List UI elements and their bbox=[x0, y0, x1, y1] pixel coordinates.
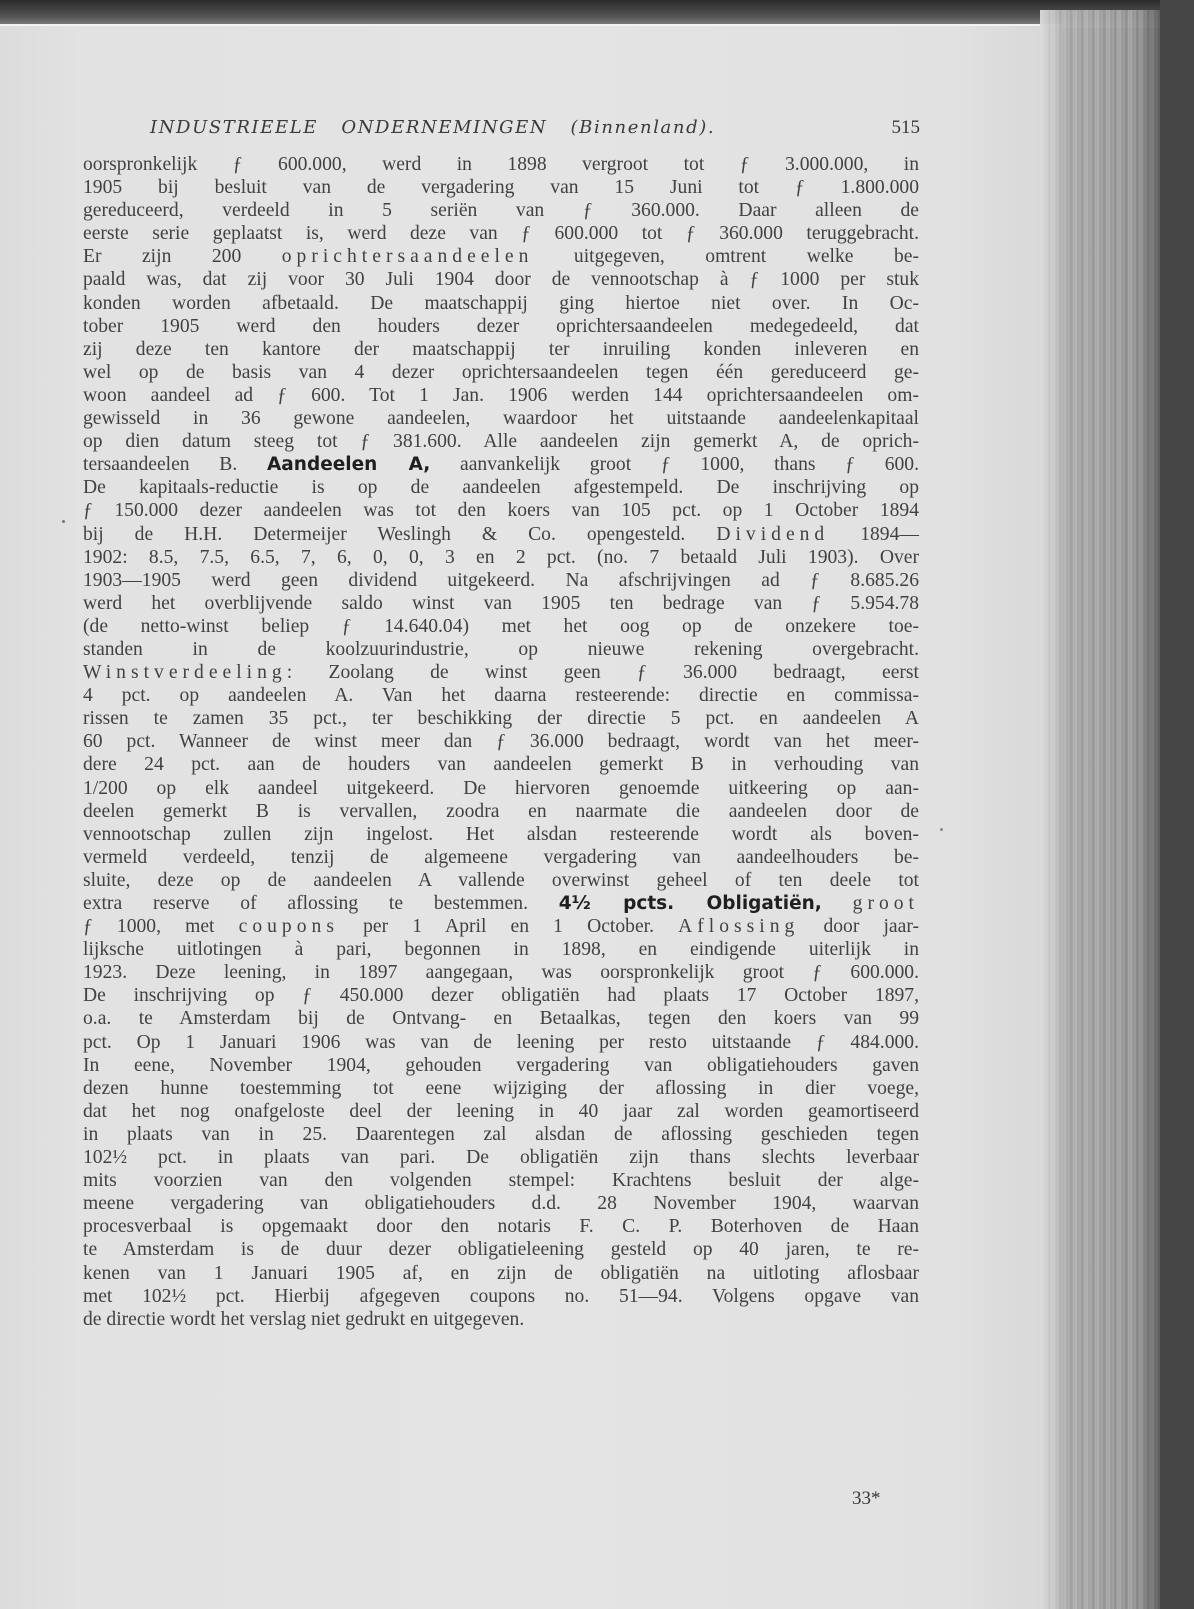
text-run: meene vergadering van obligatiehouders d.d. 28 November 1904, waarvan bbox=[83, 1193, 919, 1215]
text-line bbox=[83, 523, 919, 546]
text-line bbox=[83, 453, 919, 476]
text-line bbox=[83, 338, 919, 361]
text-run: 102½ pct. in plaats van pari. De obligatiën zijn thans slechts leverbaar bbox=[83, 1147, 919, 1169]
text-line bbox=[83, 638, 919, 661]
text-run: dere 24 pct. aan de houders van aandeelen gemerkt B in verhouding van bbox=[83, 754, 919, 776]
book-cover-edge bbox=[1160, 0, 1194, 1609]
text-run: o.a. te Amsterdam bij de Ontvang- en Betaalkas, tegen den koers van 99 bbox=[83, 1008, 919, 1030]
text-run: uitgegeven, omtrent welke be- bbox=[533, 246, 919, 268]
text-line bbox=[83, 292, 919, 315]
text-line bbox=[83, 684, 919, 707]
page-number: 515 bbox=[891, 117, 920, 138]
margin-speck bbox=[62, 520, 65, 523]
text-line bbox=[83, 1262, 919, 1285]
text-line bbox=[83, 938, 919, 961]
body-text bbox=[83, 153, 919, 1331]
text-line bbox=[83, 800, 919, 823]
text-line bbox=[83, 1238, 919, 1261]
text-run: 1/200 op elk aandeel uitgekeerd. De hiervoren genoemde uitkeering op aan- bbox=[83, 777, 919, 799]
text-run: pct. Op 1 Januari 1906 was van de leening per resto uitstaande ƒ 484.000. bbox=[83, 1031, 919, 1053]
text-line bbox=[83, 1285, 919, 1308]
text-run: gereduceerd, verdeeld in 5 seriën van ƒ 360.000. Daar alleen de bbox=[83, 200, 919, 222]
text-run: in plaats van in 25. Daarentegen zal alsdan de aflossing geschieden tegen bbox=[83, 1123, 919, 1145]
spaced-emphasis: oprichtersaandeelen bbox=[281, 246, 534, 268]
spaced-emphasis: coupons bbox=[238, 916, 339, 938]
text-run: door jaar- bbox=[799, 916, 919, 938]
text-run: De inschrijving op ƒ 450.000 dezer obligatiën had plaats 17 October 1897, bbox=[83, 985, 919, 1007]
text-run: 1905 bij besluit van de vergadering van 15 Juni tot ƒ 1.800.000 bbox=[83, 177, 919, 199]
text-run: sluite, deze op de aandeelen A vallende overwinst geheel of ten deele tot bbox=[83, 869, 919, 891]
section-heading: Aandeelen A, bbox=[266, 454, 431, 476]
signature-mark: 33* bbox=[852, 1488, 881, 1509]
text-run: woon aandeel ad ƒ 600. Tot 1 Jan. 1906 werden 144 oprichtersaandeelen om- bbox=[83, 384, 919, 406]
text-run: te Amsterdam is de duur dezer obligatieleening gesteld op 40 jaren, te re- bbox=[83, 1239, 919, 1261]
text-line bbox=[83, 661, 919, 684]
text-line bbox=[83, 499, 919, 522]
text-run: : Zoolang de winst geen ƒ 36.000 bedraagt, eerst bbox=[286, 662, 919, 684]
text-run: per 1 April en 1 October. bbox=[338, 916, 679, 938]
text-line bbox=[83, 222, 919, 245]
text-line bbox=[83, 984, 919, 1007]
text-run: 1902: 8.5, 7.5, 6.5, 7, 6, 0, 0, 3 en 2 pct. (no. 7 betaald Juli 1903). Over bbox=[83, 546, 919, 568]
text-run: kenen van 1 Januari 1905 af, en zijn de obligatiën na uitloting aflosbaar bbox=[83, 1262, 919, 1284]
text-line bbox=[83, 592, 919, 615]
margin-speck bbox=[940, 828, 943, 831]
text-run: gewisseld in 36 gewone aandeelen, waardoor het uitstaande aandeelenkapitaal bbox=[83, 408, 919, 430]
text-line bbox=[83, 730, 919, 753]
section-heading: 4½ pcts. Obligatiën, bbox=[558, 893, 822, 914]
text-line bbox=[83, 707, 919, 730]
text-run: vennootschap zullen zijn ingelost. Het alsdan resteerende wordt als boven- bbox=[83, 823, 919, 845]
text-run: mits voorzien van den volgenden stempel: Krachtens besluit der alge- bbox=[83, 1170, 919, 1192]
text-line bbox=[83, 1169, 919, 1192]
text-run: 60 pct. Wanneer de winst meer dan ƒ 36.000 bedraagt, wordt van het meer- bbox=[83, 731, 919, 753]
text-line bbox=[83, 869, 919, 892]
text-run: tober 1905 werd den houders dezer oprichtersaandeelen medegedeeld, dat bbox=[83, 315, 919, 337]
text-line bbox=[83, 823, 919, 846]
text-line bbox=[83, 915, 919, 938]
text-run: In eene, November 1904, gehouden vergadering van obligatiehouders gaven bbox=[83, 1054, 919, 1076]
text-run: 4 pct. op aandeelen A. Van het daarna resteerende: directie en commissa- bbox=[83, 685, 919, 707]
text-run: wel op de basis van 4 dezer oprichtersaandeelen tegen één gereduceerd ge- bbox=[83, 361, 919, 383]
text-run: deelen gemerkt B is vervallen, zoodra en naarmate die aandeelen door de bbox=[83, 800, 919, 822]
text-line bbox=[83, 1031, 919, 1054]
text-run: standen in de koolzuurindustrie, op nieuwe rekening overgebracht. bbox=[83, 638, 919, 660]
text-line bbox=[83, 1192, 919, 1215]
text-run: aanvankelijk groot ƒ 1000, thans ƒ 600. bbox=[430, 454, 919, 476]
text-run: de directie wordt het verslag niet gedrukt en uitgegeven. bbox=[83, 1308, 525, 1330]
text-run: De kapitaals-reductie is op de aandeelen afgestempeld. De inschrijving op bbox=[83, 477, 919, 499]
text-run: procesverbaal is opgemaakt door den notaris F. C. P. Boterhoven de Haan bbox=[83, 1216, 919, 1238]
text-run: tersaandeelen B. bbox=[83, 454, 267, 476]
text-line bbox=[83, 430, 919, 453]
text-run: lijksche uitlotingen à pari, begonnen in 1898, en eindigende uiterlijk in bbox=[83, 939, 919, 961]
text-line bbox=[83, 846, 919, 869]
text-line bbox=[83, 777, 919, 800]
text-run: dezen hunne toestemming tot eene wijziging der aflossing in dier voege, bbox=[83, 1077, 919, 1099]
text-line bbox=[83, 153, 919, 176]
text-line bbox=[83, 892, 919, 915]
text-line bbox=[83, 1077, 919, 1100]
spaced-emphasis: Dividend bbox=[716, 523, 830, 545]
text-line bbox=[83, 1146, 919, 1169]
text-run: konden worden afbetaald. De maatschappij ging hiertoe niet over. In Oc- bbox=[83, 292, 919, 314]
text-run: 1903—1905 werd geen dividend uitgekeerd. Na afschrijvingen ad ƒ 8.685.26 bbox=[83, 569, 919, 591]
text-run: op dien datum steeg tot ƒ 381.600. Alle aandeelen zijn gemerkt A, de oprich- bbox=[83, 431, 919, 453]
text-run: vermeld verdeeld, tenzij de algemeene vergadering van aandeelhouders be- bbox=[83, 846, 919, 868]
text-line bbox=[83, 361, 919, 384]
text-run: 1923. Deze leening, in 1897 aangegaan, was oorspronkelijk groot ƒ 600.000. bbox=[83, 962, 919, 984]
text-run: rissen te zamen 35 pct., ter beschikking der directie 5 pct. en aandeelen A bbox=[83, 708, 919, 730]
text-run: ƒ 1000, met bbox=[83, 916, 239, 938]
spaced-emphasis: Winstverdeeling bbox=[83, 662, 287, 684]
text-run: paald was, dat zij voor 30 Juli 1904 door de vennootschap à ƒ 1000 per stuk bbox=[83, 269, 919, 291]
spaced-emphasis: groot bbox=[852, 893, 919, 914]
text-line bbox=[83, 1123, 919, 1146]
text-run: bij de H.H. Determeijer Weslingh & Co. opengesteld. bbox=[83, 523, 717, 545]
text-line bbox=[83, 315, 919, 338]
running-head bbox=[150, 117, 920, 147]
text-line bbox=[83, 1308, 919, 1331]
text-line bbox=[83, 1100, 919, 1123]
text-line bbox=[83, 753, 919, 776]
text-run: zij deze ten kantore der maatschappij ter inruiling konden inleveren en bbox=[83, 338, 919, 360]
text-line bbox=[83, 1007, 919, 1030]
spaced-emphasis: Aflossing bbox=[678, 916, 800, 938]
text-line bbox=[83, 546, 919, 569]
text-line bbox=[83, 615, 919, 638]
text-run: oorspronkelijk ƒ 600.000, werd in 1898 vergroot tot ƒ 3.000.000, in bbox=[83, 154, 919, 175]
stacked-page-edges bbox=[1040, 10, 1160, 1609]
running-head-title: INDUSTRIEELE ONDERNEMINGEN (Binnenland). bbox=[150, 117, 716, 138]
text-line bbox=[83, 245, 919, 268]
text-run: met 102½ pct. Hierbij afgegeven coupons no. 51—94. Volgens opgave van bbox=[83, 1285, 919, 1307]
text-line bbox=[83, 199, 919, 222]
text-run: Er zijn 200 bbox=[83, 246, 282, 268]
text-line bbox=[83, 268, 919, 291]
text-line bbox=[83, 961, 919, 984]
text-run: extra reserve of aflossing te bestemmen. bbox=[83, 893, 559, 914]
text-line bbox=[83, 1215, 919, 1238]
text-line bbox=[83, 384, 919, 407]
text-line bbox=[83, 476, 919, 499]
text-line bbox=[83, 1054, 919, 1077]
text-run: ƒ 150.000 dezer aandeelen was tot den koers van 105 pct. op 1 October 1894 bbox=[83, 500, 919, 522]
text-run bbox=[822, 893, 853, 914]
text-run: werd het overblijvende saldo winst van 1905 ten bedrage van ƒ 5.954.78 bbox=[83, 592, 919, 614]
text-line bbox=[83, 176, 919, 199]
text-run: (de netto-winst beliep ƒ 14.640.04) met het oog op de onzekere toe- bbox=[83, 615, 919, 637]
text-run: 1894— bbox=[829, 523, 919, 545]
text-line bbox=[83, 569, 919, 592]
text-run: eerste serie geplaatst is, werd deze van ƒ 600.000 tot ƒ 360.000 teruggebracht. bbox=[83, 223, 919, 245]
text-run: dat het nog onafgeloste deel der leening in 40 jaar zal worden geamortiseerd bbox=[83, 1100, 919, 1122]
text-line bbox=[83, 407, 919, 430]
